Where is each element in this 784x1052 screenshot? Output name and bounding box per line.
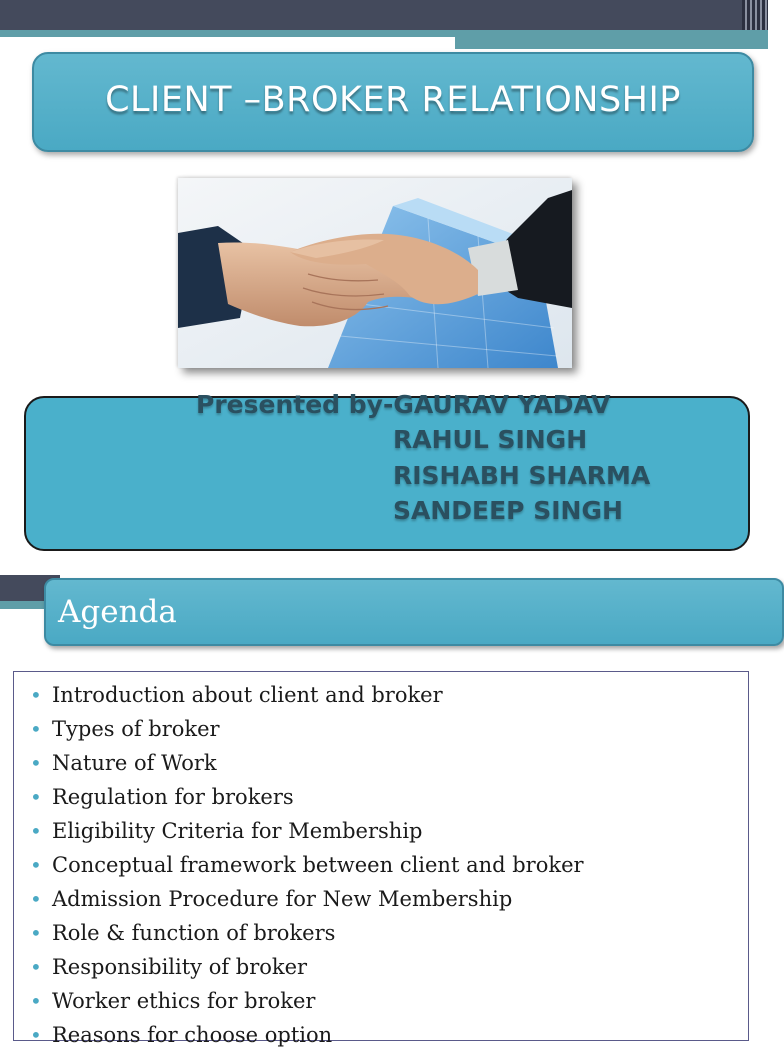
agenda-item: • Nature of Work bbox=[28, 746, 748, 780]
top-decorative-bar bbox=[0, 0, 768, 30]
agenda-item: • Introduction about client and broker bbox=[28, 678, 748, 712]
handshake-image bbox=[178, 178, 572, 368]
agenda-list bbox=[14, 672, 748, 1052]
agenda-item: • Admission Procedure for New Membership bbox=[28, 882, 748, 916]
teal-accent-strip-right bbox=[455, 37, 768, 49]
teal-accent-strip bbox=[0, 30, 768, 37]
presenter-name: SANDEEP SINGH bbox=[393, 496, 623, 525]
presenter-name: RISHABH SHARMA bbox=[393, 461, 651, 490]
handshake-illustration bbox=[178, 178, 572, 368]
agenda-slide bbox=[0, 575, 768, 1047]
agenda-item: • Conceptual framework between client and broker bbox=[28, 848, 748, 882]
agenda-item: • Responsibility of broker bbox=[28, 950, 748, 984]
agenda-title: Agenda bbox=[58, 594, 177, 630]
agenda-item: • Eligibility Criteria for Membership bbox=[28, 814, 748, 848]
agenda-item: • Worker ethics for broker bbox=[28, 984, 748, 1018]
agenda-item: • Reasons for choose option bbox=[28, 1018, 748, 1052]
agenda-content-box bbox=[13, 671, 749, 1047]
agenda-item: • Regulation for brokers bbox=[28, 780, 748, 814]
agenda-item: • Types of broker bbox=[28, 712, 748, 746]
top-bar-stripes bbox=[742, 0, 768, 30]
agenda-banner bbox=[44, 578, 784, 646]
presented-by-label: Presented by-GAURAV YADAV bbox=[196, 390, 611, 419]
title-banner bbox=[32, 52, 754, 152]
presenter-name: RAHUL SINGH bbox=[393, 425, 588, 454]
slide-title: CLIENT –BROKER RELATIONSHIP bbox=[105, 80, 681, 120]
agenda-item: • Role & function of brokers bbox=[28, 916, 748, 950]
